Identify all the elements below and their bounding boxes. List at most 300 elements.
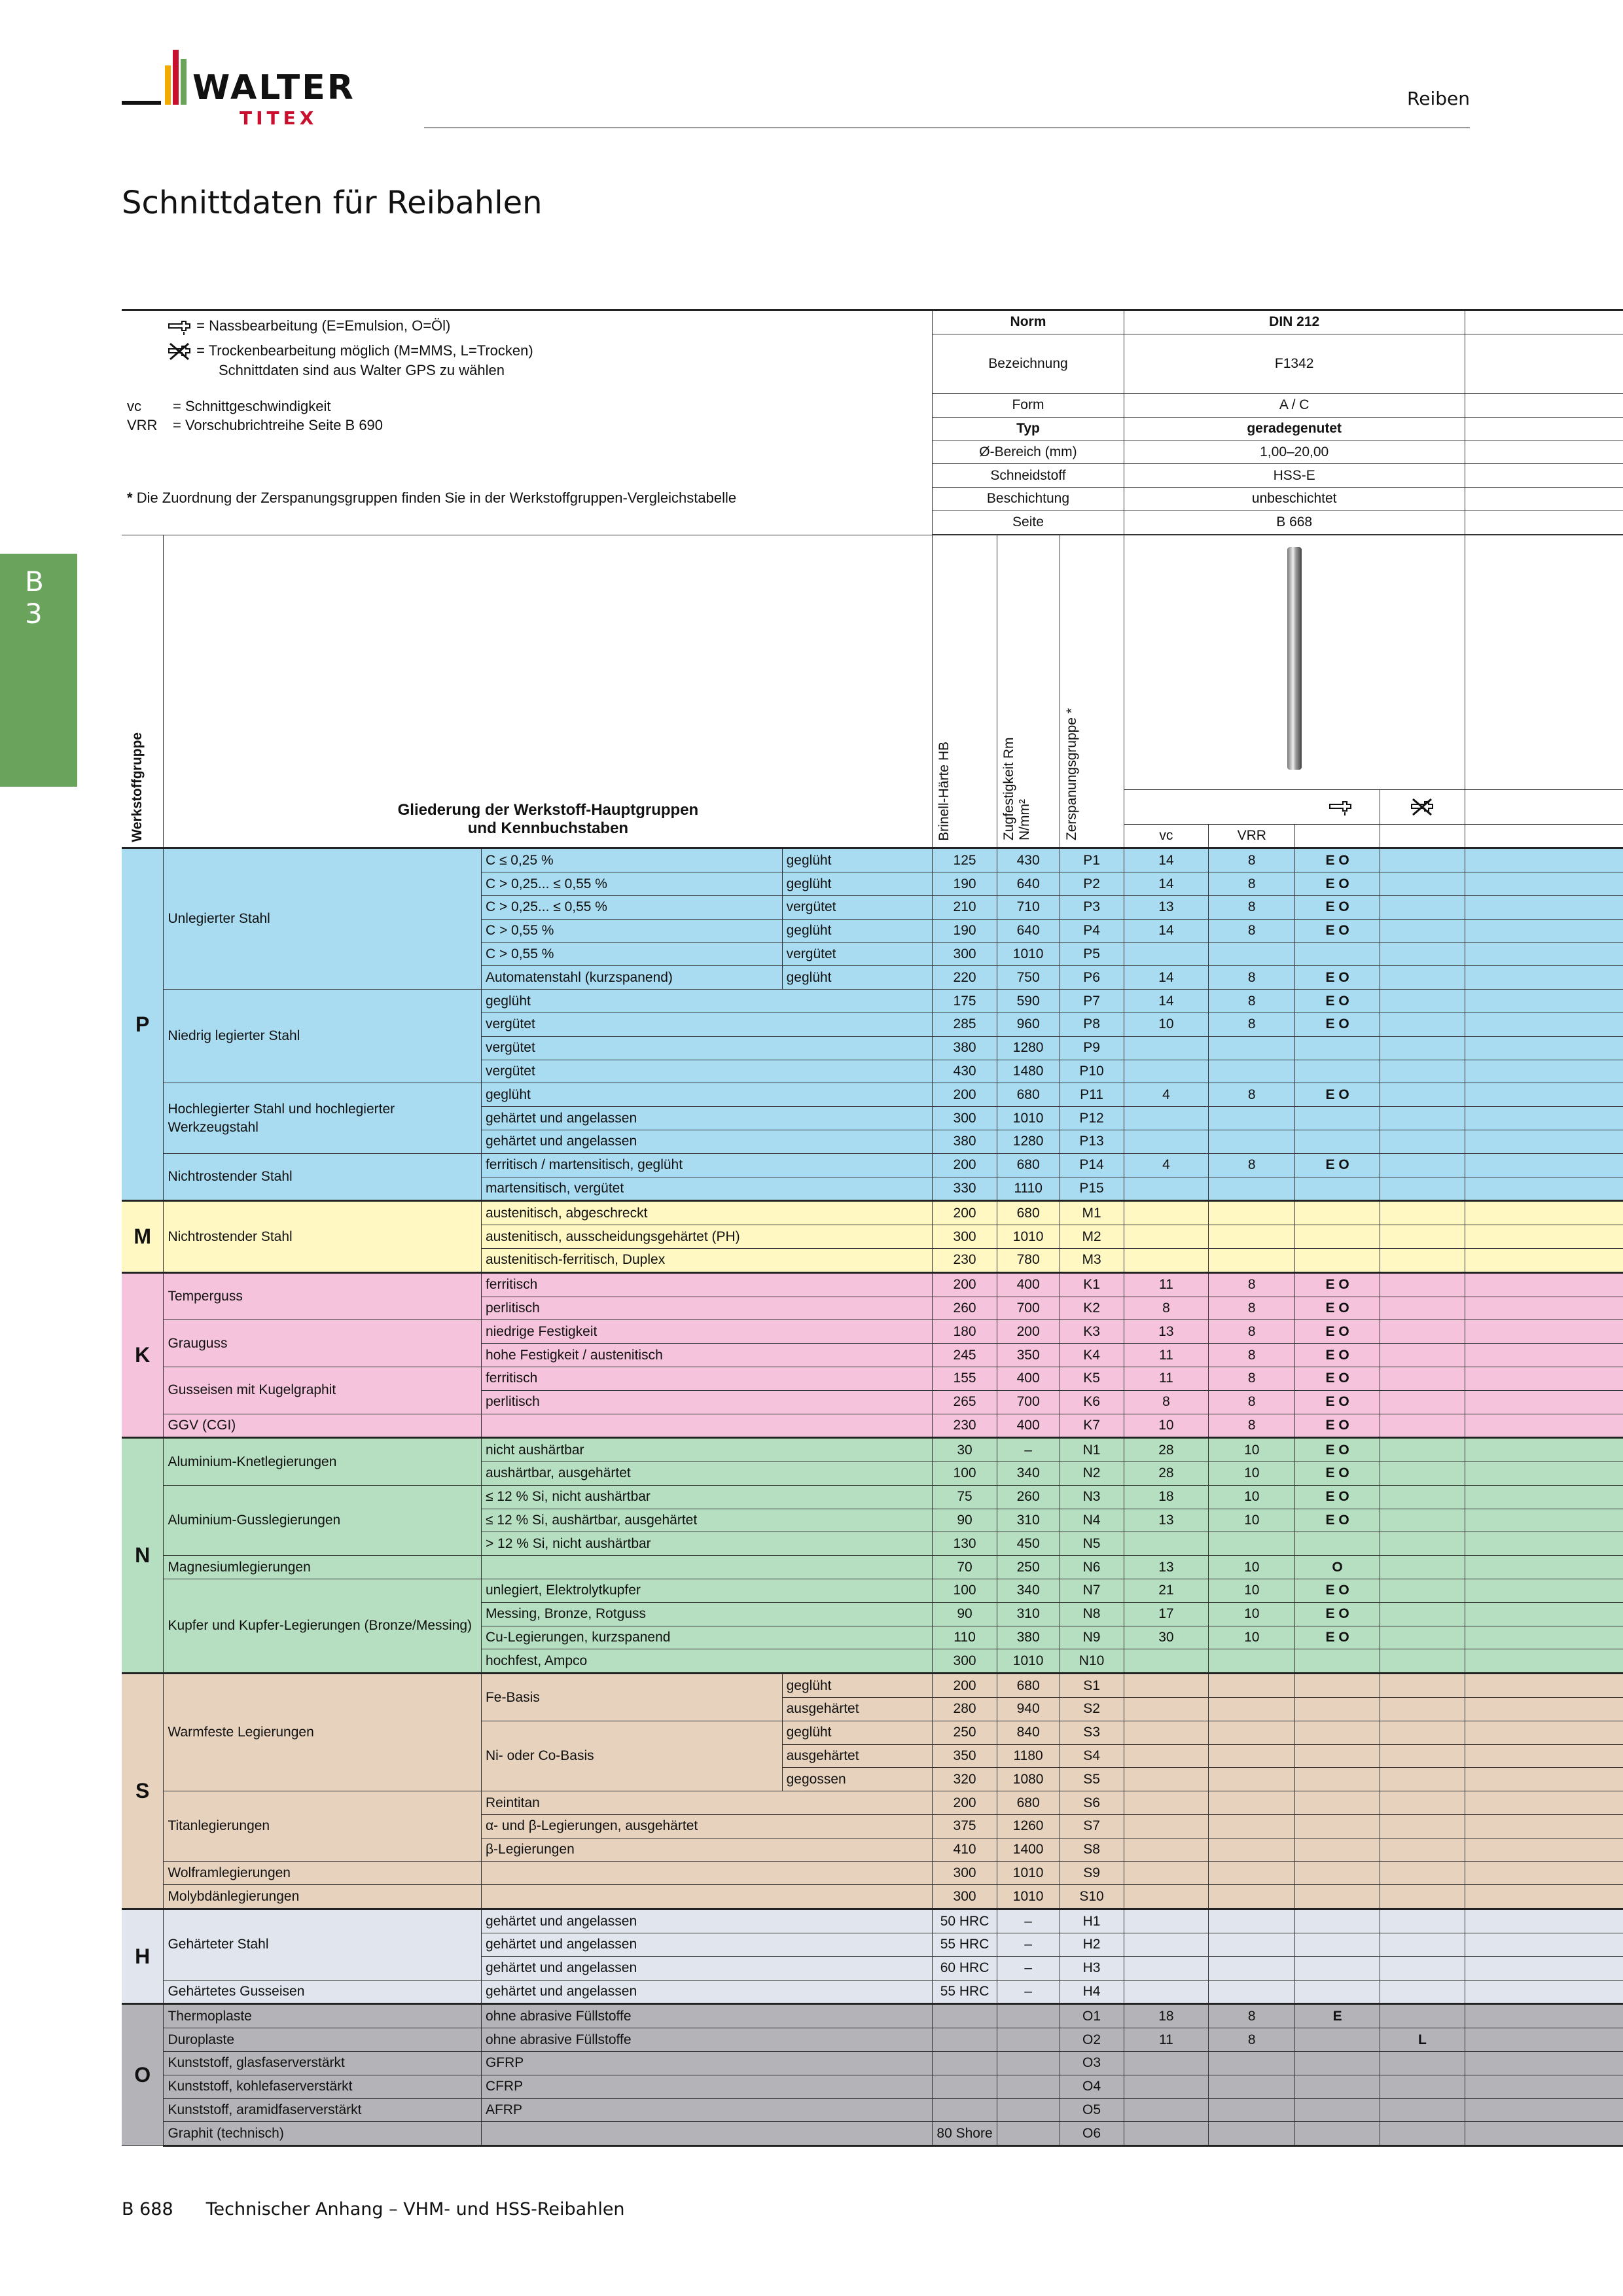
spec-empty-cell — [1465, 511, 1623, 534]
tensile-strength: 710 — [997, 895, 1060, 919]
chapter-tab — [0, 554, 77, 787]
material-name: Unlegierter Stahl — [164, 848, 482, 990]
tensile-strength: 1280 — [997, 1036, 1060, 1060]
feed-series: 8 — [1209, 1390, 1295, 1414]
spec-value: HSS-E — [1124, 464, 1465, 488]
brinell-hardness: 250 — [933, 1721, 997, 1744]
dry-machining — [1380, 1248, 1465, 1272]
rm-column-header — [997, 535, 1060, 848]
machining-group: P6 — [1060, 966, 1124, 990]
dry-machining — [1380, 1367, 1465, 1390]
cutting-speed: 14 — [1124, 919, 1209, 942]
feed-series — [1209, 1698, 1295, 1721]
table-row — [122, 1438, 1623, 1462]
tensile-strength: 590 — [997, 990, 1060, 1013]
cutting-speed — [1124, 1532, 1209, 1556]
feed-series — [1209, 1532, 1295, 1556]
wet-machining — [1295, 2122, 1380, 2146]
brinell-hardness: 260 — [933, 1297, 997, 1320]
wet-machining — [1295, 1130, 1380, 1153]
cutting-speed — [1124, 1201, 1209, 1225]
state: geglüht — [782, 1674, 933, 1698]
row-empty-cell — [1465, 1838, 1623, 1861]
machining-group: N4 — [1060, 1509, 1124, 1532]
condition: ferritisch — [481, 1367, 932, 1390]
logo-subline: TITEX — [240, 107, 318, 129]
cutting-speed — [1124, 2075, 1209, 2098]
feed-series: 10 — [1209, 1602, 1295, 1626]
icon-header-empty — [1465, 789, 1623, 824]
machining-group: S6 — [1060, 1791, 1124, 1815]
tensile-strength: 1260 — [997, 1815, 1060, 1839]
cutting-speed: 11 — [1124, 1367, 1209, 1390]
wet-machining — [1295, 1838, 1380, 1861]
tensile-strength: 700 — [997, 1297, 1060, 1320]
dry-machining — [1380, 1201, 1465, 1225]
cutting-speed: 8 — [1124, 1297, 1209, 1320]
row-empty-cell — [1465, 1674, 1623, 1698]
legend-vc-symbol: vc — [127, 398, 141, 415]
cutting-speed — [1124, 1177, 1209, 1201]
row-empty-cell — [1465, 2028, 1623, 2052]
table-row — [122, 848, 1623, 872]
group-letter: S — [122, 1674, 164, 1909]
wet-machining: E O — [1295, 1509, 1380, 1532]
wet-machining — [1295, 1532, 1380, 1556]
legend-wet-text: = Nassbearbeitung (E=Emulsion, O=Öl) — [196, 317, 451, 334]
spec-value: geradegenutet — [1124, 417, 1465, 440]
brinell-hardness: 50 HRC — [933, 1909, 997, 1933]
brinell-hardness: 300 — [933, 1861, 997, 1885]
row-empty-cell — [1465, 1462, 1623, 1486]
condition: C > 0,55 % — [481, 919, 782, 942]
brinell-hardness — [933, 2004, 997, 2028]
tensile-strength: 340 — [997, 1579, 1060, 1603]
crossed-tap-icon — [1409, 798, 1435, 816]
brinell-hardness: 300 — [933, 1225, 997, 1249]
cutting-speed — [1124, 1861, 1209, 1885]
brinell-hardness — [933, 2052, 997, 2075]
row-empty-cell — [1465, 1885, 1623, 1909]
dry-machining — [1380, 1013, 1465, 1036]
dry-machining — [1380, 1083, 1465, 1107]
column-header-row — [122, 535, 1623, 789]
row-empty-cell — [1465, 1438, 1623, 1462]
cutting-speed — [1124, 1933, 1209, 1957]
row-empty-cell — [1465, 1861, 1623, 1885]
brinell-hardness: 155 — [933, 1367, 997, 1390]
feed-series — [1209, 1861, 1295, 1885]
legend-block — [122, 310, 933, 535]
machining-group: S9 — [1060, 1861, 1124, 1885]
walter-titex-logo — [122, 58, 397, 131]
cutting-speed — [1124, 2122, 1209, 2146]
brinell-hardness — [933, 2028, 997, 2052]
unit-header-empty — [1465, 824, 1623, 848]
wet-machining — [1295, 1201, 1380, 1225]
tensile-strength: 1010 — [997, 1861, 1060, 1885]
condition: AFRP — [481, 2098, 932, 2122]
table-row — [122, 1367, 1623, 1390]
tensile-strength: 680 — [997, 1153, 1060, 1177]
tensile-strength: 680 — [997, 1201, 1060, 1225]
tensile-strength: 1010 — [997, 1649, 1060, 1674]
feed-series — [1209, 1201, 1295, 1225]
condition: ferritisch — [481, 1272, 932, 1297]
table-row — [122, 1414, 1623, 1438]
brinell-hardness: 200 — [933, 1674, 997, 1698]
cutting-speed: 14 — [1124, 990, 1209, 1013]
zg-column-label: Zerspanungsgruppe * — [1063, 708, 1079, 841]
table-row — [122, 1272, 1623, 1297]
machining-group: S7 — [1060, 1815, 1124, 1839]
brinell-hardness: 320 — [933, 1768, 997, 1791]
tensile-strength — [997, 2098, 1060, 2122]
material-name: Grauguss — [164, 1320, 482, 1367]
wet-machining: E O — [1295, 1462, 1380, 1486]
row-empty-cell — [1465, 1626, 1623, 1649]
state: geglüht — [782, 872, 933, 896]
machining-group: P13 — [1060, 1130, 1124, 1153]
wet-machining — [1295, 1744, 1380, 1768]
legend-dry-row — [166, 341, 927, 380]
machining-group: N6 — [1060, 1556, 1124, 1579]
machining-group: P12 — [1060, 1107, 1124, 1130]
table-row — [122, 1861, 1623, 1885]
material-name: Titanlegierungen — [164, 1791, 482, 1861]
machining-group: S2 — [1060, 1698, 1124, 1721]
feed-series — [1209, 942, 1295, 966]
row-empty-cell — [1465, 1815, 1623, 1839]
material-name: Nichtrostender Stahl — [164, 1201, 482, 1272]
machining-group: P8 — [1060, 1013, 1124, 1036]
row-empty-cell — [1465, 1248, 1623, 1272]
brinell-hardness: 100 — [933, 1579, 997, 1603]
feed-series: 8 — [1209, 2028, 1295, 2052]
brinell-hardness: 280 — [933, 1698, 997, 1721]
feed-series: 10 — [1209, 1485, 1295, 1509]
cutting-speed — [1124, 1225, 1209, 1249]
dry-machining — [1380, 1107, 1465, 1130]
dry-machining — [1380, 1509, 1465, 1532]
row-empty-cell — [1465, 2052, 1623, 2075]
unit-header-empty — [1295, 824, 1380, 848]
crossed-tap-icon — [166, 342, 192, 361]
group-letter: K — [122, 1272, 164, 1438]
page-footer — [122, 2199, 625, 2219]
feed-series — [1209, 1649, 1295, 1674]
vc-header: vc — [1124, 824, 1209, 848]
row-empty-cell — [1465, 1556, 1623, 1579]
cutting-speed: 11 — [1124, 1272, 1209, 1297]
feed-series — [1209, 1177, 1295, 1201]
dry-machining — [1380, 1462, 1465, 1486]
row-empty-cell — [1465, 1083, 1623, 1107]
condition: gehärtet und angelassen — [481, 1956, 932, 1980]
cutting-speed: 13 — [1124, 895, 1209, 919]
condition: gehärtet und angelassen — [481, 1107, 932, 1130]
cutting-speed — [1124, 942, 1209, 966]
table-row — [122, 2052, 1623, 2075]
machining-group: P10 — [1060, 1060, 1124, 1083]
hb-column-header — [933, 535, 997, 848]
table-row — [122, 2098, 1623, 2122]
row-empty-cell — [1465, 1060, 1623, 1083]
state: vergütet — [782, 895, 933, 919]
dry-machining — [1380, 1438, 1465, 1462]
feed-series — [1209, 1060, 1295, 1083]
wet-machining — [1295, 1177, 1380, 1201]
feed-series — [1209, 1838, 1295, 1861]
condition: GFRP — [481, 2052, 932, 2075]
condition — [481, 1556, 932, 1579]
rm-column-label: Zugfestigkeit Rm N/mm² — [1001, 737, 1032, 841]
condition: ohne abrasive Füllstoffe — [481, 2028, 932, 2052]
machining-group: N1 — [1060, 1438, 1124, 1462]
dry-machining — [1380, 1768, 1465, 1791]
feed-series — [1209, 1956, 1295, 1980]
wet-machining — [1295, 1674, 1380, 1698]
row-empty-cell — [1465, 1320, 1623, 1344]
condition: CFRP — [481, 2075, 932, 2098]
unit-header-empty — [1380, 824, 1465, 848]
state: geglüht — [782, 919, 933, 942]
spec-value: unbeschichtet — [1124, 487, 1465, 511]
machining-group: P15 — [1060, 1177, 1124, 1201]
row-empty-cell — [1465, 942, 1623, 966]
feed-series — [1209, 1225, 1295, 1249]
brinell-hardness: 60 HRC — [933, 1956, 997, 1980]
reamer-image — [1287, 547, 1302, 770]
material-name: Aluminium-Knetlegierungen — [164, 1438, 482, 1486]
feed-series: 8 — [1209, 2004, 1295, 2028]
brinell-hardness — [933, 2075, 997, 2098]
brinell-hardness: 30 — [933, 1438, 997, 1462]
condition: geglüht — [481, 1083, 932, 1107]
wet-machining: E O — [1295, 1602, 1380, 1626]
brinell-hardness: 330 — [933, 1177, 997, 1201]
row-empty-cell — [1465, 1013, 1623, 1036]
row-empty-cell — [1465, 1344, 1623, 1367]
dry-machining — [1380, 1674, 1465, 1698]
wet-machining: E O — [1295, 1320, 1380, 1344]
cutting-speed — [1124, 1649, 1209, 1674]
row-empty-cell — [1465, 2075, 1623, 2098]
feed-series — [1209, 1980, 1295, 2004]
condition: hohe Festigkeit / austenitisch — [481, 1344, 932, 1367]
hb-column-label: Brinell-Härte HB — [936, 741, 952, 841]
condition — [481, 1414, 932, 1438]
group-letter: O — [122, 2004, 164, 2146]
wet-machining — [1295, 1885, 1380, 1909]
tensile-strength: 430 — [997, 848, 1060, 872]
dry-machining — [1380, 1698, 1465, 1721]
legend-dry-text: = Trockenbearbeitung möglich (M=MMS, L=Trocken) — [196, 342, 533, 359]
cutting-speed — [1124, 1744, 1209, 1768]
state: ausgehärtet — [782, 1744, 933, 1768]
material-name: Temperguss — [164, 1272, 482, 1320]
wet-machining — [1295, 1225, 1380, 1249]
row-empty-cell — [1465, 1390, 1623, 1414]
wet-machining: E O — [1295, 1414, 1380, 1438]
feed-series: 8 — [1209, 1153, 1295, 1177]
machining-group: S5 — [1060, 1768, 1124, 1791]
condition: Cu-Legierungen, kurzspanend — [481, 1626, 932, 1649]
material-name: GGV (CGI) — [164, 1414, 482, 1438]
wet-machining — [1295, 1721, 1380, 1744]
wet-machining — [1295, 1933, 1380, 1957]
spec-empty-cell — [1465, 310, 1623, 334]
dry-machining — [1380, 942, 1465, 966]
feed-series — [1209, 1721, 1295, 1744]
condition — [481, 2122, 932, 2146]
tensile-strength: 250 — [997, 1556, 1060, 1579]
tool-image-empty — [1465, 535, 1623, 789]
wet-machining — [1295, 1861, 1380, 1885]
row-empty-cell — [1465, 872, 1623, 896]
tensile-strength: – — [997, 1980, 1060, 2004]
material-name: Molybdänlegierungen — [164, 1885, 482, 1909]
spec-label: Bezeichnung — [933, 334, 1124, 393]
group-column-header — [122, 535, 164, 848]
dry-machining — [1380, 1130, 1465, 1153]
dry-machining — [1380, 1980, 1465, 2004]
legend-note — [127, 488, 927, 507]
tensile-strength — [997, 2122, 1060, 2146]
machining-group: S10 — [1060, 1885, 1124, 1909]
section-label: Reiben — [1407, 88, 1470, 109]
dry-machining — [1380, 2075, 1465, 2098]
spec-label: Schneidstoff — [933, 464, 1124, 488]
feed-series: 8 — [1209, 1083, 1295, 1107]
cutting-speed — [1124, 1036, 1209, 1060]
wet-machining: E O — [1295, 1083, 1380, 1107]
dry-machining — [1380, 1532, 1465, 1556]
tensile-strength — [997, 2075, 1060, 2098]
tensile-strength: 1110 — [997, 1177, 1060, 1201]
dry-machining — [1380, 1956, 1465, 1980]
feed-series: 10 — [1209, 1556, 1295, 1579]
cutting-speed — [1124, 1130, 1209, 1153]
tensile-strength — [997, 2028, 1060, 2052]
machining-group: O3 — [1060, 2052, 1124, 2075]
table-row — [122, 1885, 1623, 1909]
feed-series — [1209, 2052, 1295, 2075]
tensile-strength: – — [997, 1438, 1060, 1462]
wet-machining — [1295, 1107, 1380, 1130]
feed-series — [1209, 1107, 1295, 1130]
cutting-speed — [1124, 1885, 1209, 1909]
feed-series: 10 — [1209, 1579, 1295, 1603]
dry-machining — [1380, 1344, 1465, 1367]
tensile-strength: 960 — [997, 1013, 1060, 1036]
brinell-hardness: 220 — [933, 966, 997, 990]
tensile-strength: 1010 — [997, 942, 1060, 966]
row-empty-cell — [1465, 1297, 1623, 1320]
table-row — [122, 1153, 1623, 1177]
feed-series — [1209, 1791, 1295, 1815]
material-name: Kupfer und Kupfer-Legierungen (Bronze/Messing) — [164, 1579, 482, 1674]
cutting-speed: 28 — [1124, 1438, 1209, 1462]
material-name: Duroplaste — [164, 2028, 482, 2052]
tensile-strength: 1480 — [997, 1060, 1060, 1083]
legend-wet-row — [166, 316, 927, 336]
machining-group: P4 — [1060, 919, 1124, 942]
feed-series: 8 — [1209, 848, 1295, 872]
material-name: Gehärtetes Gusseisen — [164, 1980, 482, 2004]
state: vergütet — [782, 942, 933, 966]
table-row — [122, 1556, 1623, 1579]
row-empty-cell — [1465, 2098, 1623, 2122]
machining-group: O2 — [1060, 2028, 1124, 2052]
machining-group: O4 — [1060, 2075, 1124, 2098]
cutting-speed: 18 — [1124, 2004, 1209, 2028]
brinell-hardness: 110 — [933, 1626, 997, 1649]
group-letter: N — [122, 1438, 164, 1674]
brinell-hardness: 350 — [933, 1744, 997, 1768]
material-name: Hochlegierter Stahl und hochlegierter Werkzeugstahl — [164, 1083, 482, 1153]
spec-empty-cell — [1465, 417, 1623, 440]
dry-machining — [1380, 895, 1465, 919]
brinell-hardness: 375 — [933, 1815, 997, 1839]
condition: perlitisch — [481, 1297, 932, 1320]
machining-group: M1 — [1060, 1201, 1124, 1225]
legend-vrr-row — [127, 416, 927, 435]
condition: perlitisch — [481, 1390, 932, 1414]
wet-machining — [1295, 942, 1380, 966]
row-empty-cell — [1465, 1721, 1623, 1744]
brinell-hardness: 300 — [933, 1885, 997, 1909]
cutting-speed — [1124, 2098, 1209, 2122]
feed-series — [1209, 2122, 1295, 2146]
brinell-hardness: 210 — [933, 895, 997, 919]
condition: ≤ 12 % Si, nicht aushärtbar — [481, 1485, 932, 1509]
brinell-hardness: 190 — [933, 872, 997, 896]
condition: geglüht — [481, 990, 932, 1013]
wet-machining: E O — [1295, 1297, 1380, 1320]
row-empty-cell — [1465, 1509, 1623, 1532]
dry-machining — [1380, 2004, 1465, 2028]
row-empty-cell — [1465, 1698, 1623, 1721]
wet-machining: E O — [1295, 1272, 1380, 1297]
tensile-strength: – — [997, 1933, 1060, 1957]
machining-group: N7 — [1060, 1579, 1124, 1603]
dry-machining — [1380, 1177, 1465, 1201]
dry-machining — [1380, 1579, 1465, 1603]
row-empty-cell — [1465, 2122, 1623, 2146]
feed-series: 10 — [1209, 1509, 1295, 1532]
condition: gehärtet und angelassen — [481, 1980, 932, 2004]
dry-machining — [1380, 1153, 1465, 1177]
legend-vrr-symbol: VRR — [127, 417, 158, 434]
wet-machining: E O — [1295, 848, 1380, 872]
feed-series — [1209, 1768, 1295, 1791]
wet-header — [1124, 789, 1380, 824]
spec-empty-cell — [1465, 334, 1623, 393]
tensile-strength: 840 — [997, 1721, 1060, 1744]
cutting-speed — [1124, 1721, 1209, 1744]
feed-series: 8 — [1209, 1344, 1295, 1367]
cutting-speed — [1124, 1791, 1209, 1815]
condition: austenitisch, ausscheidungsgehärtet (PH) — [481, 1225, 932, 1249]
condition: C > 0,25... ≤ 0,55 % — [481, 895, 782, 919]
wet-machining: E O — [1295, 1390, 1380, 1414]
dry-machining — [1380, 1649, 1465, 1674]
table-row — [122, 1201, 1623, 1225]
brinell-hardness: 70 — [933, 1556, 997, 1579]
tap-icon — [166, 317, 192, 336]
cutting-speed — [1124, 1248, 1209, 1272]
